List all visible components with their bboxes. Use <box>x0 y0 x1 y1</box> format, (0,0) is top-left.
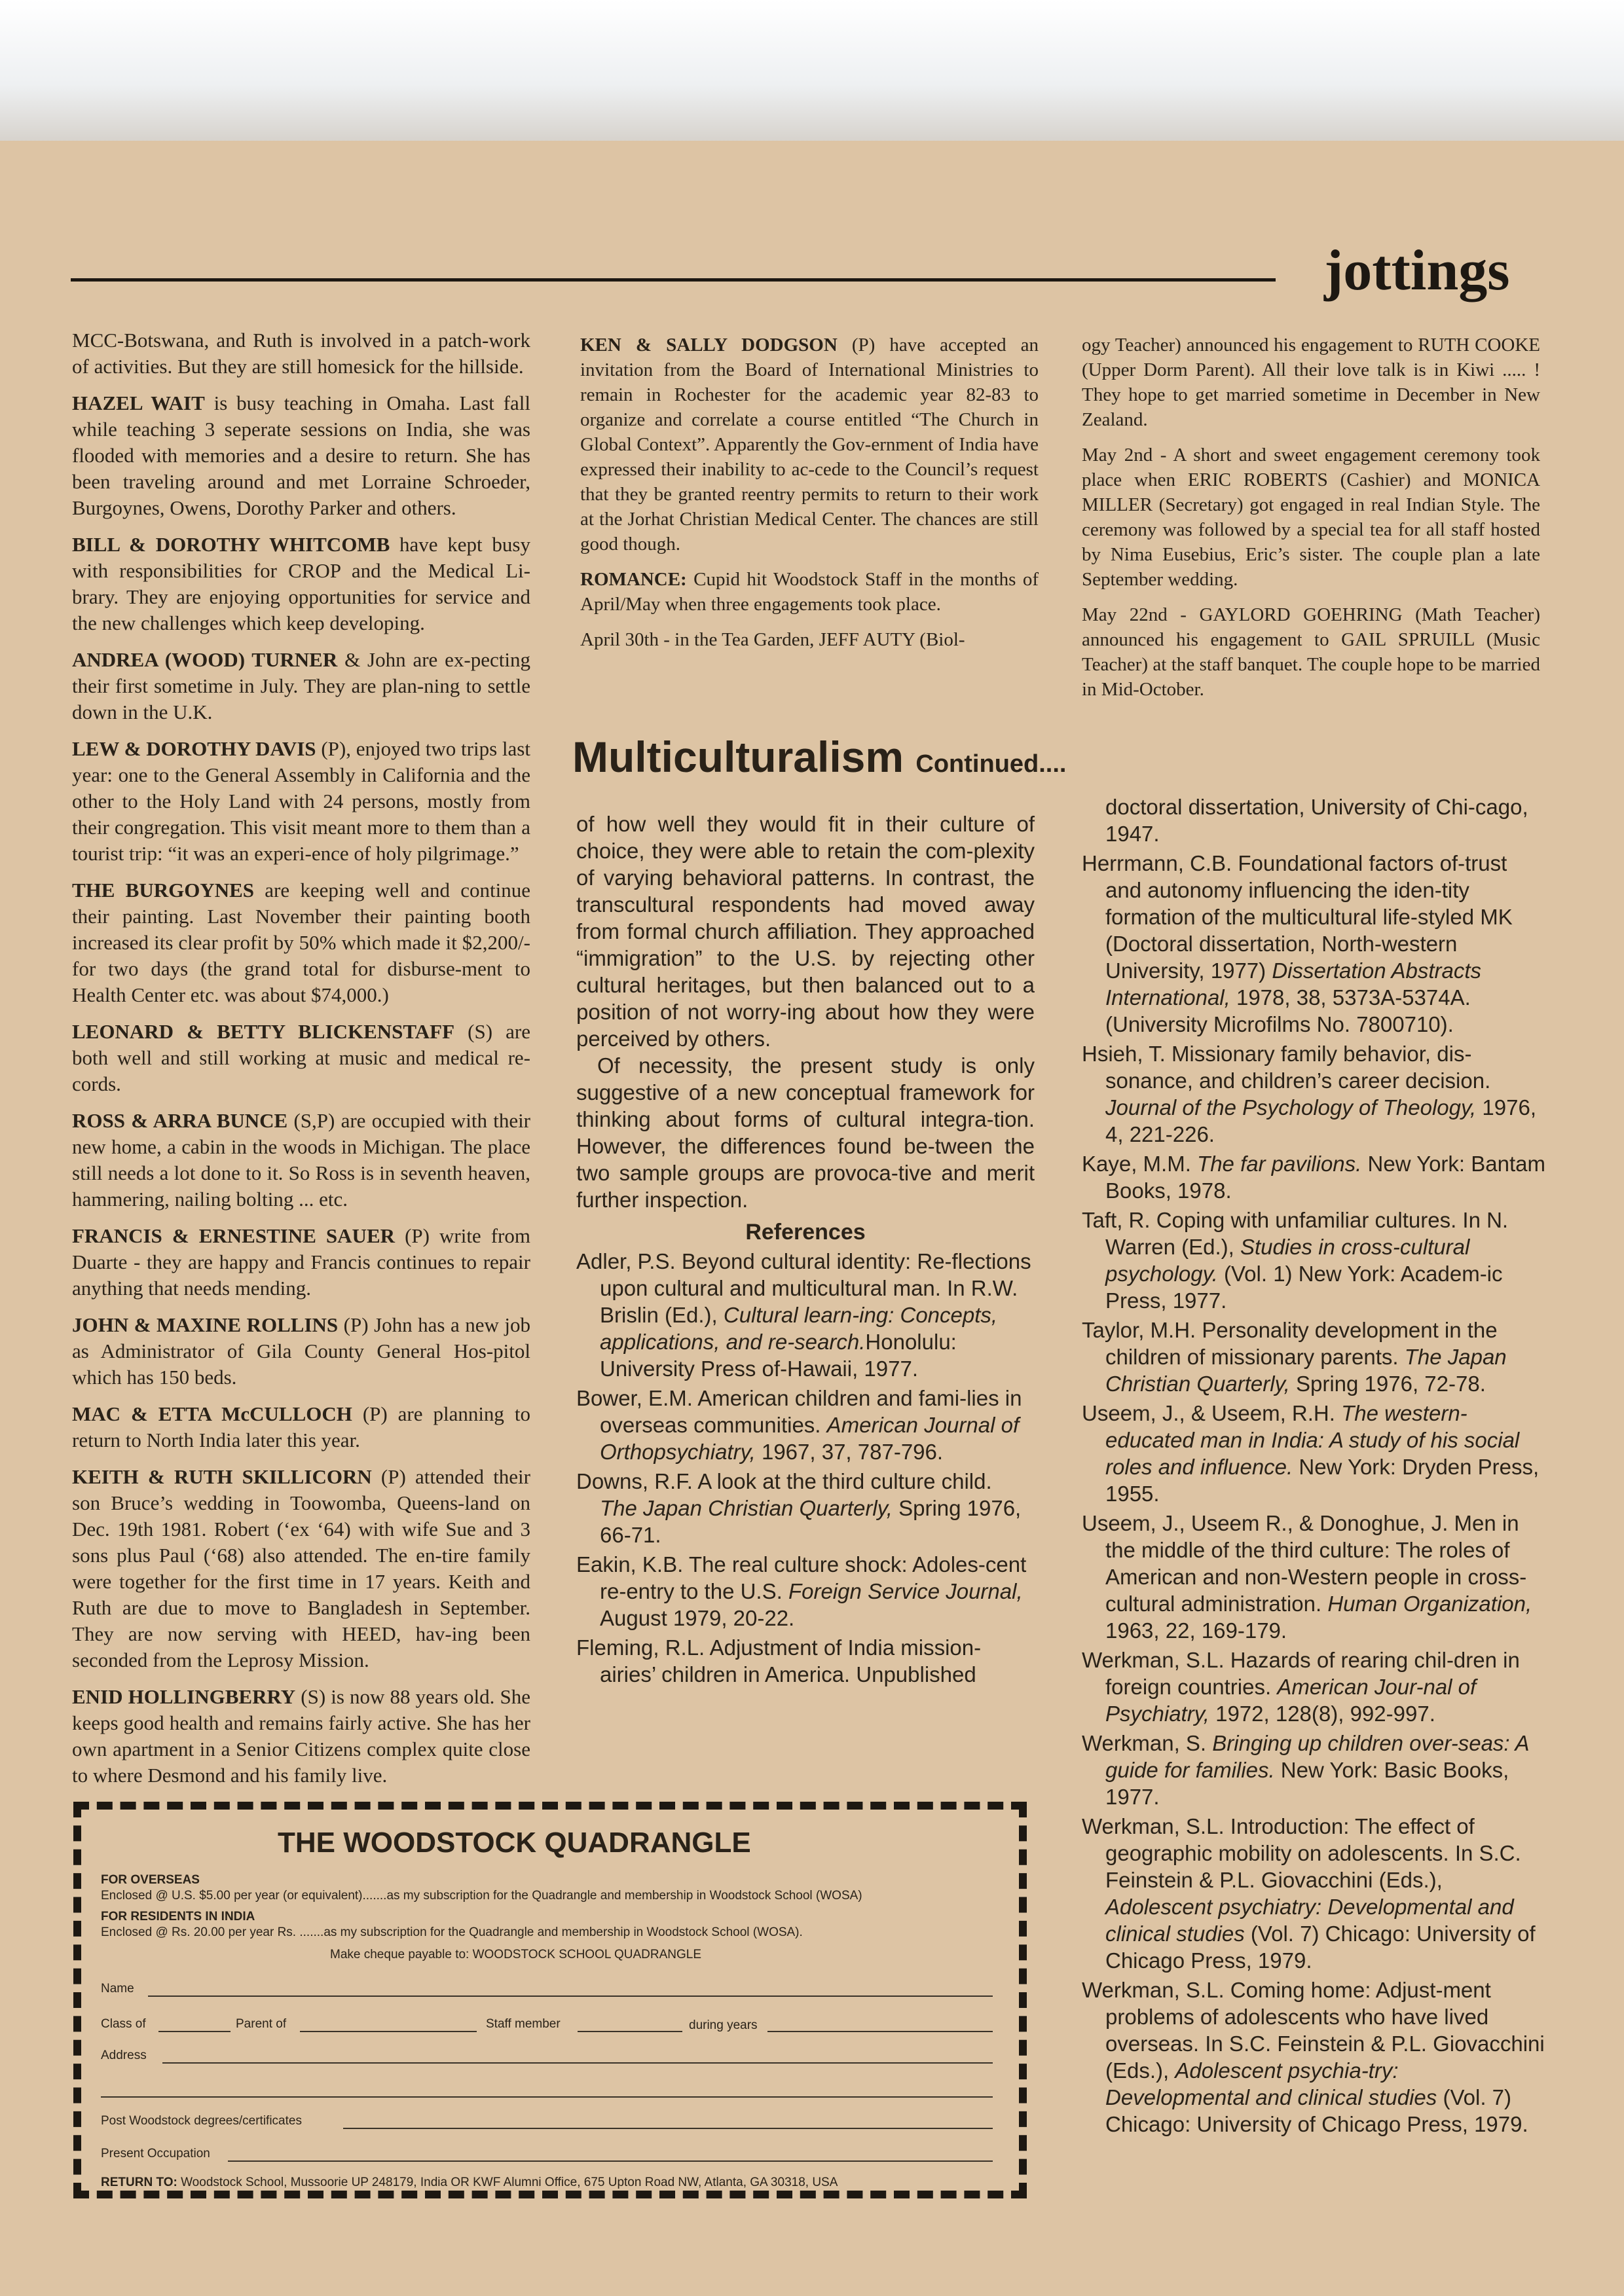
article-continued: Continued.... <box>915 750 1067 778</box>
reference-entry <box>1082 1510 1547 1644</box>
return-text: Woodstock School, Mussoorie UP 248179, India OR KWF Alumni Office, 675 Upton Road NW, Atlanta, GA 30318, USA <box>177 2176 838 2189</box>
jotting-text: (P), enjoyed two trips last year: one to the General Assembly in California and the other to the Holy Land with 24 persons, mostly from their congregation. This visit meant more to them than a tourist trip: “it was an experi-ence of holy pilgrimage.” <box>72 737 530 865</box>
jotting-text: MCC-Botswana, and Ruth is involved in a patch-work of activities. But they are still homesick for the hillside. <box>72 329 530 378</box>
section-title: jottings <box>1324 239 1510 302</box>
jotting-text: (P) attended their son Bruce’s wedding in Toowomba, Queens-land on Dec. 19th 1981. Robert (‘ex ‘64) with wife Sue and 3 sons plus Paul (‘68) also attended. The en-tire family were together for the first time in 17 years. Keith and Ruth are due to move to Bangladesh in September. They are now serving with HEED, hav-ing been seconded from the Leprosy Mission. <box>72 1465 530 1671</box>
jotting-text: (S) is now 88 years old. She keeps good health and remains fairly active. She has her own apartment in a Senior Citizens complex quite close to where Desmond and his family live. <box>72 1685 530 1787</box>
jotting-entry <box>72 532 530 636</box>
reference-entry <box>1082 1317 1547 1397</box>
jotting-name: LEONARD & BETTY BLICKENSTAFF <box>72 1020 455 1043</box>
jotting-name: KEN & SALLY DODGSON <box>580 335 838 355</box>
jotting-text: Cupid hit Woodstock Staff in the months of April/May when three engagements took place. <box>580 569 1039 615</box>
degrees-label: Post Woodstock degrees/certificates <box>101 2114 302 2128</box>
overseas-label: FOR OVERSEAS <box>101 1873 200 1887</box>
reference-entry <box>1082 850 1547 1038</box>
reference-entry <box>1082 793 1547 847</box>
header-rule <box>71 278 1276 282</box>
reference-entry <box>576 1634 1035 1688</box>
return-label: RETURN TO: <box>101 2176 177 2189</box>
jotting-entry <box>72 1223 530 1302</box>
reference-text: Werkman, S. <box>1082 1731 1213 1755</box>
jotting-text: May 2nd - A short and sweet engagement ceremony took place when ERIC ROBERTS (Cashier) and MONICA MILLER (Secretary) got engaged in real Indian Style. The ceremony was followed by a special tea for all staff hosted by Nima Eusebius, Eric’s sister. The couple plan a late September wedding. <box>1082 445 1540 590</box>
jotting-entry <box>72 1464 530 1673</box>
reference-text: Fleming, R.L. Adjustment of India mission-airies’ children in America. Unpublished <box>576 1635 982 1686</box>
jotting-entry <box>72 327 530 380</box>
jotting-name: THE BURGOYNES <box>72 879 255 902</box>
during-years-field-line[interactable] <box>767 2031 993 2032</box>
reference-text: Useem, J., & Useem, R.H. <box>1082 1401 1342 1425</box>
jottings-left-column <box>72 327 531 1787</box>
references-list-1 <box>576 1248 1035 1688</box>
reference-title: Bringing up children over-seas: A guide for families. <box>1105 1731 1529 1782</box>
reference-title: The Japan Christian Quarterly, <box>1105 1345 1507 1396</box>
staff-member-label: Staff member <box>486 2017 561 2031</box>
jotting-name: MAC & ETTA McCULLOCH <box>72 1402 352 1425</box>
reference-text: Taylor, M.H. Personality development in the children of missionary parents. <box>1082 1318 1498 1369</box>
reference-text: Useem, J., Useem R., & Donoghue, J. Men in the middle of the third culture: The roles of American and non-Western people in cross-cultural administration. <box>1082 1511 1527 1616</box>
jotting-name: ROSS & ARRA BUNCE <box>72 1109 288 1132</box>
address-label: Address <box>101 2049 147 2062</box>
reference-entry <box>1082 1977 1547 2138</box>
parent-of-field-line[interactable] <box>300 2031 477 2032</box>
reference-details: Honolulu: University Press of-Hawaii, 1977. <box>600 1330 957 1381</box>
reference-title: Human Organization, <box>1327 1592 1532 1616</box>
parent-of-label: Parent of <box>236 2017 287 2031</box>
reference-details: Spring 1976, 66-71. <box>600 1496 1022 1547</box>
references-heading: References <box>745 1220 866 1245</box>
jotting-entry <box>1082 602 1540 702</box>
jotting-text: May 22nd - GAYLORD GOEHRING (Math Teacher) announced his engagement to GAIL SPRUILL (Music Teacher) at the staff banquet. The couple hope to be married in Mid-October. <box>1082 604 1540 700</box>
article-column-1 <box>576 811 1035 1779</box>
article-title-text: Multiculturalism <box>572 733 904 781</box>
reference-details: 1978, 38, 5373A-5374A. (University Microfilms No. 7800710). <box>1105 985 1471 1036</box>
article-column-2 <box>1082 793 1547 2221</box>
jotting-name: BILL & DOROTHY WHITCOMB <box>72 533 390 556</box>
reference-entry <box>1082 1730 1547 1810</box>
degrees-field-line[interactable] <box>343 2128 993 2129</box>
reference-title: Cultural learn-ing: Concepts, applications, and re-search. <box>600 1303 998 1354</box>
jotting-name: KEITH & RUTH SKILLICORN <box>72 1465 372 1488</box>
occupation-field-line[interactable] <box>228 2160 993 2162</box>
article-title <box>572 732 1066 782</box>
reference-details: (Vol. 7) Chicago: University of Chicago Press, 1979. <box>1105 2085 1528 2136</box>
reference-title: Journal of the Psychology of Theology, <box>1105 1095 1477 1120</box>
reference-title: The Japan Christian Quarterly, <box>600 1496 893 1520</box>
reference-title: American Jour-nal of Psychiatry, <box>1105 1675 1477 1726</box>
name-field-line[interactable] <box>148 1995 993 1997</box>
jotting-entry <box>72 1019 530 1097</box>
jotting-entry <box>580 627 1039 652</box>
name-label: Name <box>101 1982 134 1995</box>
jotting-entry <box>72 877 530 1008</box>
reference-entry <box>1082 1040 1547 1148</box>
during-years-label: during years <box>689 2018 758 2032</box>
scan-top-margin <box>0 0 1624 141</box>
jotting-text: is busy teaching in Omaha. Last fall while teaching 3 seperate sessions on India, she was flooded with memories and a desire to return. She has been traveling around and met Lorraine Schroeder, Burgoynes, Owens, Dorothy Parker and others. <box>72 392 530 519</box>
reference-text: Bower, E.M. American children and fami-lies in overseas communities. <box>576 1386 1022 1437</box>
jotting-text: are keeping well and continue their painting. Last November their painting booth increased its clear profit by 50% which made it $2,200/- for two days (the grand total for disburse-ment to Health Center etc. was about $74,000.) <box>72 879 530 1006</box>
jotting-entry <box>72 1684 530 1789</box>
india-text: Enclosed @ Rs. 20.00 per year Rs. .......as my subscription for the Quadrangle and membership in Woodstock School (WOSA). <box>101 1925 803 1939</box>
reference-entry <box>1082 1150 1547 1204</box>
jotting-entry <box>580 567 1039 617</box>
reference-details: 1972, 128(8), 992-997. <box>1209 1702 1435 1726</box>
jotting-entry <box>72 1312 530 1391</box>
india-label: FOR RESIDENTS IN INDIA <box>101 1910 255 1923</box>
reference-title: The far pavilions. <box>1197 1152 1362 1176</box>
reference-title: Adolescent psychiatry: Developmental and clinical studies <box>1105 1895 1514 1946</box>
jotting-text: (P) have accepted an invitation from the Board of International Ministries to remain in Rochester for the academic year 82-83 to organize and correlate a course entitled “The Church in Global Context”. Apparently the Gov-ernment of India have expressed their inability to ac-cede to the Council’s request that they be granted reentry permits to return to their work at the Jorhat Christian Medical Center. The chances are still good though. <box>580 335 1039 555</box>
jotting-entry <box>72 1401 530 1453</box>
article-paragraph-2: Of necessity, the present study is only suggestive of a new conceptual framework for thinking about forms of cultural integra-tion. However, the differences found be-tween the two sample groups are provoca-tive and merit further inspection. <box>576 1053 1035 1212</box>
reference-entry <box>1082 1400 1547 1507</box>
staff-member-field-line[interactable] <box>578 2031 682 2032</box>
jotting-entry <box>580 333 1039 556</box>
jotting-name: FRANCIS & ERNESTINE SAUER <box>72 1224 396 1247</box>
article-paragraph-1: of how well they would fit in their culture of choice, they were able to retain the com-plexity of varying behavioral patterns. In contrast, the transcultural respondents had moved away from formal church affiliation. They approached “immigration” to the U.S. by rejecting other cultural heritages, but then balanced out to a position of not worry-ing about how they were perceived by others. <box>576 812 1035 1051</box>
reference-text: Werkman, S.L. Coming home: Adjust-ment problems of adolescents who have lived overseas. In S.C. Feinstein & P.L. Giovacchini (Eds.), <box>1082 1978 1545 2083</box>
class-of-label: Class of <box>101 2017 146 2031</box>
reference-entry <box>576 1468 1035 1548</box>
jotting-text: (S,P) are occupied with their new home, a cabin in the woods in Michigan. The place still needs a lot done to it. So Ross is in seventh heaven, hammering, nailing bolting ... etc. <box>72 1109 531 1211</box>
jotting-name: LEW & DOROTHY DAVIS <box>72 737 316 760</box>
reference-details: New York: Basic Books, 1977. <box>1105 1758 1509 1809</box>
class-of-field-line[interactable] <box>158 2031 231 2032</box>
subscription-form <box>73 1802 1027 2198</box>
jotting-name: JOHN & MAXINE ROLLINS <box>72 1313 339 1336</box>
jotting-entry <box>72 647 530 725</box>
reference-title: Adolescent psychia-try: Developmental and clinical studies <box>1105 2058 1437 2109</box>
jotting-text: (P) are planning to return to North India later this year. <box>72 1402 530 1451</box>
jottings-right-column <box>1082 333 1540 699</box>
jotting-text: (S) are both well and still working at music and medical re-cords. <box>72 1020 530 1095</box>
reference-entry <box>576 1385 1035 1465</box>
reference-details: 1967, 37, 787-796. <box>755 1440 944 1464</box>
reference-entry <box>1082 1813 1547 1974</box>
address-field-line-1[interactable] <box>162 2062 993 2064</box>
reference-title: American Journal of Orthopsychiatry, <box>600 1413 1020 1464</box>
jotting-name: ENID HOLLINGBERRY <box>72 1685 296 1708</box>
jotting-entry <box>72 390 530 521</box>
reference-details: August 1979, 20-22. <box>600 1606 795 1630</box>
return-address <box>101 2175 838 2191</box>
reference-details: New York: Dryden Press, 1955. <box>1105 1455 1540 1506</box>
reference-title: Dissertation Abstracts International, <box>1105 958 1482 1010</box>
jotting-text: (P) John has a new job as Administrator of Gila County General Hos-pitol which has 150 beds. <box>72 1313 530 1389</box>
reference-text: Adler, P.S. Beyond cultural identity: Re-flections upon cultural and multicultural man. In R.W. Brislin (Ed.), <box>576 1249 1031 1327</box>
reference-text: Hsieh, T. Missionary family behavior, dis-sonance, and children’s career decision. <box>1082 1042 1491 1093</box>
jottings-middle-column <box>580 333 1039 699</box>
reference-details: 1976, 4, 221-226. <box>1105 1095 1536 1146</box>
cheque-note: Make cheque payable to: WOODSTOCK SCHOOL QUADRANGLE <box>330 1948 702 1961</box>
jotting-name: HAZEL WAIT <box>72 392 205 414</box>
jotting-entry <box>1082 333 1540 432</box>
jotting-text: ogy Teacher) announced his engagement to RUTH COOKE (Upper Dorm Parent). All their love talk is in Kiwi ..... ! They hope to get married sometime in December in New Zealand. <box>1082 335 1540 430</box>
jotting-name: ANDREA (WOOD) TURNER <box>72 648 338 671</box>
reference-text: Werkman, S.L. Hazards of rearing chil-dren in foreign countries. <box>1082 1648 1520 1699</box>
reference-details: (Vol. 1) New York: Academ-ic Press, 1977. <box>1105 1262 1503 1313</box>
reference-title: The western-educated man in India: A study of his social roles and influence. <box>1105 1401 1520 1479</box>
reference-title: Foreign Service Journal, <box>788 1579 1023 1603</box>
reference-title: Studies in cross-cultural psychology. <box>1105 1235 1470 1286</box>
overseas-text: Enclosed @ U.S. $5.00 per year (or equivalent).......as my subscription for the Quadrangle and membership in Woodstock School (WOSA) <box>101 1889 862 1903</box>
jotting-text: & John are ex-pecting their first sometime in July. They are plan-ning to settle down in the U.K. <box>72 648 530 723</box>
jotting-entry <box>1082 443 1540 592</box>
reference-text: Eakin, K.B. The real culture shock: Adoles-cent re-entry to the U.S. <box>576 1552 1027 1603</box>
jotting-name: ROMANCE: <box>580 569 687 590</box>
jotting-entry <box>72 736 530 867</box>
reference-details: Spring 1976, 72-78. <box>1289 1372 1486 1396</box>
reference-text: Downs, R.F. A look at the third culture child. <box>576 1469 992 1493</box>
reference-text: Herrmann, C.B. Foundational factors of-trust and autonomy influencing the iden-tity formation of the multicultural life-styled MK (Doctoral dissertation, North-western University, 1977) <box>1082 851 1513 983</box>
references-list-2 <box>1082 793 1547 2138</box>
form-title: THE WOODSTOCK QUADRANGLE <box>278 1827 751 1859</box>
reference-details: 1963, 22, 169-179. <box>1105 1618 1287 1643</box>
reference-entry <box>576 1551 1035 1631</box>
address-field-line-2[interactable] <box>101 2096 993 2098</box>
reference-text: Werkman, S.L. Introduction: The effect of geographic mobility on adolescents. In S.C. Feinstein & P.L. Giovacchini (Eds.), <box>1082 1814 1521 1892</box>
occupation-label: Present Occupation <box>101 2147 210 2160</box>
reference-entry <box>1082 1207 1547 1314</box>
reference-details: New York: Bantam Books, 1978. <box>1105 1152 1545 1203</box>
reference-entry <box>1082 1647 1547 1727</box>
reference-text: Kaye, M.M. <box>1082 1152 1198 1176</box>
jotting-text: have kept busy with responsibilities for CROP and the Medical Li-brary. They are enjoying opportunities for service and the new challenges which keep developing. <box>72 533 530 634</box>
reference-details: (Vol. 7) Chicago: University of Chicago Press, 1979. <box>1105 1922 1536 1973</box>
reference-text: doctoral dissertation, University of Chi-cago, 1947. <box>1105 795 1528 846</box>
jotting-text: April 30th - in the Tea Garden, JEFF AUTY (Biol- <box>580 629 965 650</box>
reference-text: Taft, R. Coping with unfamiliar cultures. In N. Warren (Ed.), <box>1082 1208 1509 1259</box>
jotting-text: (P) write from Duarte - they are happy and Francis continues to repair anything that needs mending. <box>72 1224 530 1300</box>
reference-entry <box>576 1248 1035 1382</box>
jotting-entry <box>72 1108 530 1212</box>
